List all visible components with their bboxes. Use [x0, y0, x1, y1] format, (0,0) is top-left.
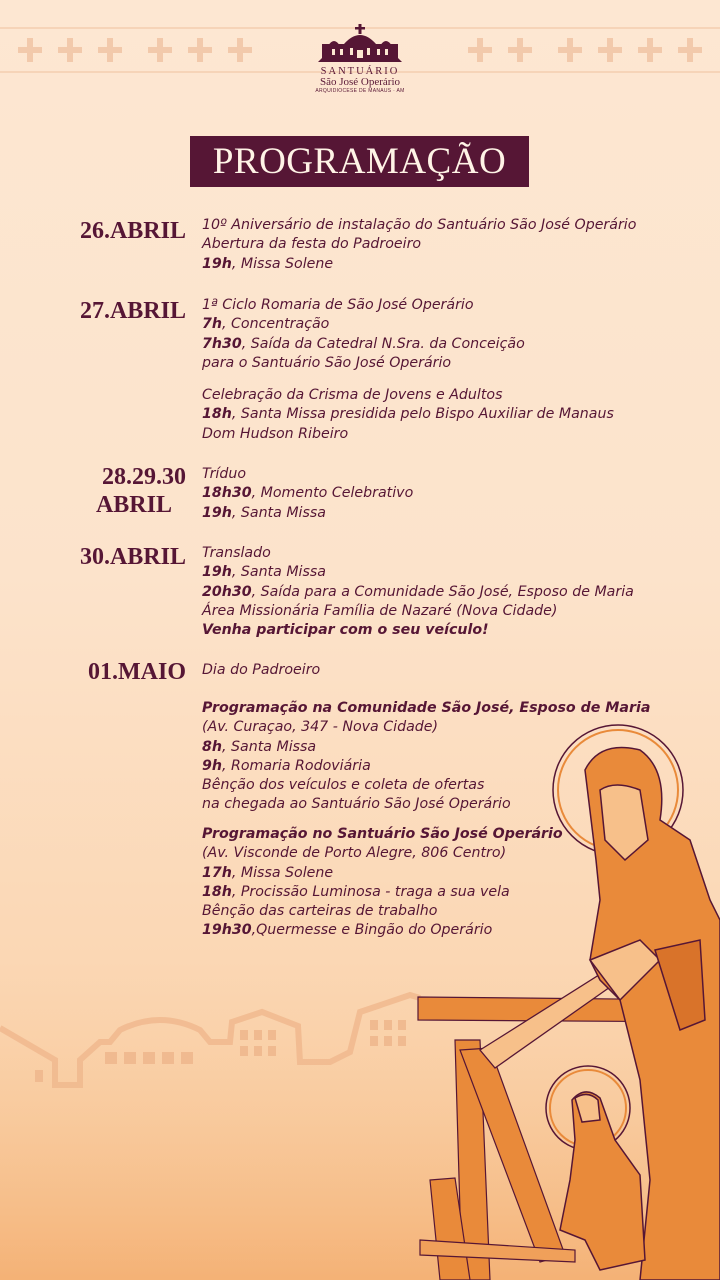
event-text: , Missa Solene: [231, 864, 334, 881]
event-text: 10º Aniversário de instalação do Santuário São José Operário: [202, 217, 637, 233]
event-text: 1ª Ciclo Romaria de São José Operário: [202, 297, 474, 313]
event-text: , Santa Missa: [231, 504, 326, 521]
event-line: [202, 738, 702, 757]
date-label: 28.29.30: [102, 464, 186, 490]
event-line: [202, 465, 702, 484]
event-line: [202, 216, 702, 235]
date-label: 01.MAIO: [88, 659, 186, 685]
event-line: [202, 602, 702, 621]
event-line: [202, 405, 702, 424]
event-line: [202, 776, 702, 795]
date-label: 27.ABRIL: [79, 298, 186, 324]
event-text: Translado: [202, 545, 271, 561]
event-text: Dom Hudson Ribeiro: [202, 425, 349, 442]
event-text: na chegada ao Santuário São José Operário: [202, 796, 511, 813]
event-time: 20h30: [202, 583, 252, 600]
event-time: Programação no Santuário São José Operário: [202, 826, 563, 842]
event-line: [202, 563, 702, 582]
event-line: [202, 386, 702, 405]
event-block: [202, 296, 702, 373]
date-label: ABRIL: [95, 492, 172, 518]
event-text: , Santa Missa: [221, 738, 317, 755]
page-title: PROGRAMAÇÃO: [212, 141, 507, 182]
date-label: 26.ABRIL: [79, 218, 186, 244]
event-line: [202, 883, 702, 902]
event-line: [202, 661, 702, 680]
event-block: [202, 465, 702, 523]
event-line: [202, 621, 702, 640]
event-text: Abertura da festa do Padroeiro: [202, 236, 422, 253]
event-line: [202, 825, 702, 844]
event-block: [202, 216, 702, 274]
event-text: , Romaria Rodoviária: [221, 757, 371, 774]
event-block: [202, 699, 702, 815]
event-text: , Momento Celebrativo: [251, 485, 414, 502]
event-line: [202, 699, 702, 718]
event-text: (Av. Curaçao, 347 - Nova Cidade): [202, 719, 439, 736]
event-text: Bênção das carteiras de trabalho: [202, 903, 438, 920]
event-text: , Santa Missa: [231, 564, 326, 581]
event-line: [202, 235, 702, 254]
event-line: [202, 544, 702, 563]
event-time: 9h: [202, 757, 222, 774]
event-line: [202, 795, 702, 814]
event-line: [202, 921, 702, 940]
event-text: Bênção dos veículos e coleta de ofertas: [202, 777, 485, 794]
event-line: [202, 757, 702, 776]
event-text: Área Missionária Família de Nazaré (Nova Cidade): [202, 602, 558, 619]
event-line: [202, 844, 702, 863]
event-line: [202, 718, 702, 737]
church-icon: [310, 22, 410, 62]
date-label: 30.ABRIL: [79, 544, 186, 570]
event-line: [202, 504, 702, 523]
logo-line-3: ARQUIDIOCESE DE MANAUS · AM: [315, 88, 405, 94]
logo-line-1: SANTUÁRIO: [320, 66, 400, 77]
event-time: 18h30: [202, 485, 252, 502]
event-line: [202, 296, 702, 315]
event-line: [202, 864, 702, 883]
event-time: 18h: [202, 406, 232, 423]
event-text: (Av. Visconde de Porto Alegre, 806 Centro): [202, 845, 507, 862]
event-line: [202, 335, 702, 354]
event-text: , Saída da Catedral N.Sra. da Conceição: [241, 335, 525, 352]
event-text: Tríduo: [202, 466, 247, 482]
event-time: 18h: [202, 883, 232, 900]
event-time: Programação na Comunidade São José, Esposo de Maria: [202, 700, 651, 716]
event-line: [202, 583, 702, 602]
event-line: [202, 425, 702, 444]
event-text: Celebração da Crisma de Jovens e Adultos: [202, 387, 503, 403]
event-block: [202, 544, 702, 640]
event-line: [202, 315, 702, 334]
event-line: [202, 255, 702, 274]
event-text: para o Santuário São José Operário: [202, 354, 452, 371]
event-time: 19h: [202, 504, 232, 521]
event-line: [202, 484, 702, 503]
event-block: [202, 661, 702, 680]
event-block: [202, 386, 702, 444]
event-time: Venha participar com o seu veículo!: [202, 622, 489, 639]
event-time: 8h: [202, 738, 222, 755]
event-time: 7h: [202, 316, 222, 333]
event-line: [202, 902, 702, 921]
event-text: , Concentração: [221, 316, 330, 333]
event-line: [202, 354, 702, 373]
event-time: 19h30: [202, 922, 252, 939]
event-text: , Procissão Luminosa - traga a sua vela: [231, 883, 510, 900]
title-banner: [190, 136, 529, 187]
event-time: 17h: [202, 864, 232, 881]
event-time: 7h30: [202, 335, 242, 352]
sanctuary-logo: [300, 22, 420, 94]
event-text: , Saída para a Comunidade São José, Esposo de Maria: [251, 583, 634, 600]
logo-line-2: São José Operário: [319, 76, 401, 88]
event-text: Dia do Padroeiro: [202, 662, 321, 678]
event-text: ,Quermesse e Bingão do Operário: [251, 922, 493, 939]
event-block: [202, 825, 702, 941]
event-time: 19h: [202, 564, 232, 581]
event-text: , Santa Missa presidida pelo Bispo Auxiliar de Manaus: [231, 406, 614, 423]
event-text: , Missa Solene: [231, 255, 334, 272]
event-time: 19h: [202, 255, 232, 272]
